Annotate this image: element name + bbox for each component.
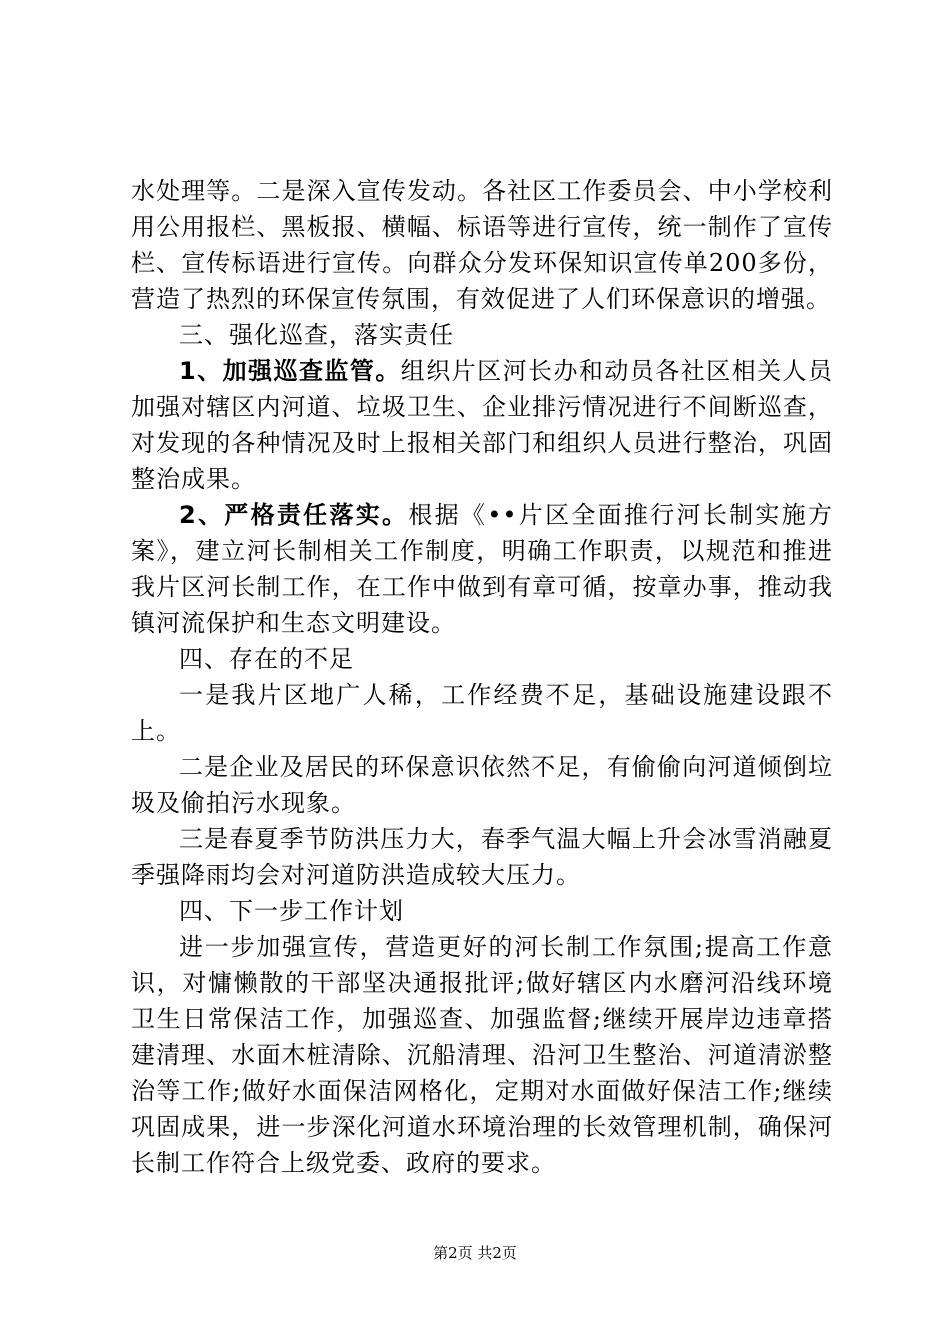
paragraph-shortcoming-2: 二是企业及居民的环保意识依然不足，有偷偷向河道倾倒垃圾及偷拍污水现象。 bbox=[131, 753, 833, 817]
document-body bbox=[131, 173, 833, 1181]
paragraph-patrol-supervision bbox=[131, 353, 833, 497]
paragraph-responsibility bbox=[131, 497, 833, 641]
paragraph-text: 根据《••片区全面推行河长制实施方案》，建立河长制相关工作制度，明确工作职责，以规范和推进我片区河长制工作，在工作中做到有章可循，按章办事，推动我镇河流保护和生态文明建设。 bbox=[131, 501, 834, 637]
paragraph-next-plan: 进一步加强宣传，营造更好的河长制工作氛围;提高工作意识，对慵懒散的干部坚决通报批评;做好辖区内水磨河沿线环境卫生日常保洁工作，加强巡查、加强监督;继续开展岸边违章搭建清理、水面木桩清除、沉船清理、沿河卫生整治、河道清淤整治等工作;做好水面保洁网格化，定期对水面做好保洁工作;继续巩固成果，进一步深化河道水环境治理的长效管理机制，确保河长制工作符合上级党委、政府的要求。 bbox=[131, 933, 833, 1177]
page-number-footer: 第2页 共2页 bbox=[433, 1244, 517, 1262]
paragraph-lead: 2、严格责任落实。 bbox=[179, 501, 409, 529]
section-heading-next-plan: 四、下一步工作计划 bbox=[179, 897, 404, 925]
paragraph-text: 组织片区河长办和动员各社区相关人员加强对辖区内河道、垃圾卫生、企业排污情况进行不间断巡查，对发现的各种情况及时上报相关部门和组织人员进行整治，巩固整治成果。 bbox=[131, 357, 833, 493]
paragraph-shortcoming-3: 三是春夏季节防洪压力大，春季气温大幅上升会冰雪消融夏季强降雨均会对河道防洪造成较大压力。 bbox=[131, 825, 833, 889]
section-heading-patrol: 三、强化巡查，落实责任 bbox=[179, 321, 454, 349]
section-heading-shortcomings: 四、存在的不足 bbox=[179, 645, 354, 673]
paragraph-lead: 1、加强巡查监管。 bbox=[179, 357, 401, 385]
paragraph-publicity: 水处理等。二是深入宣传发动。各社区工作委员会、中小学校利用公用报栏、黑板报、横幅、标语等进行宣传，统一制作了宣传栏、宣传标语进行宣传。向群众分发环保知识宣传单200多份，营造了热烈的环保宣传氛围，有效促进了人们环保意识的增强。 bbox=[131, 177, 833, 313]
paragraph-shortcoming-1: 一是我片区地广人稀，工作经费不足，基础设施建设跟不上。 bbox=[131, 681, 833, 745]
